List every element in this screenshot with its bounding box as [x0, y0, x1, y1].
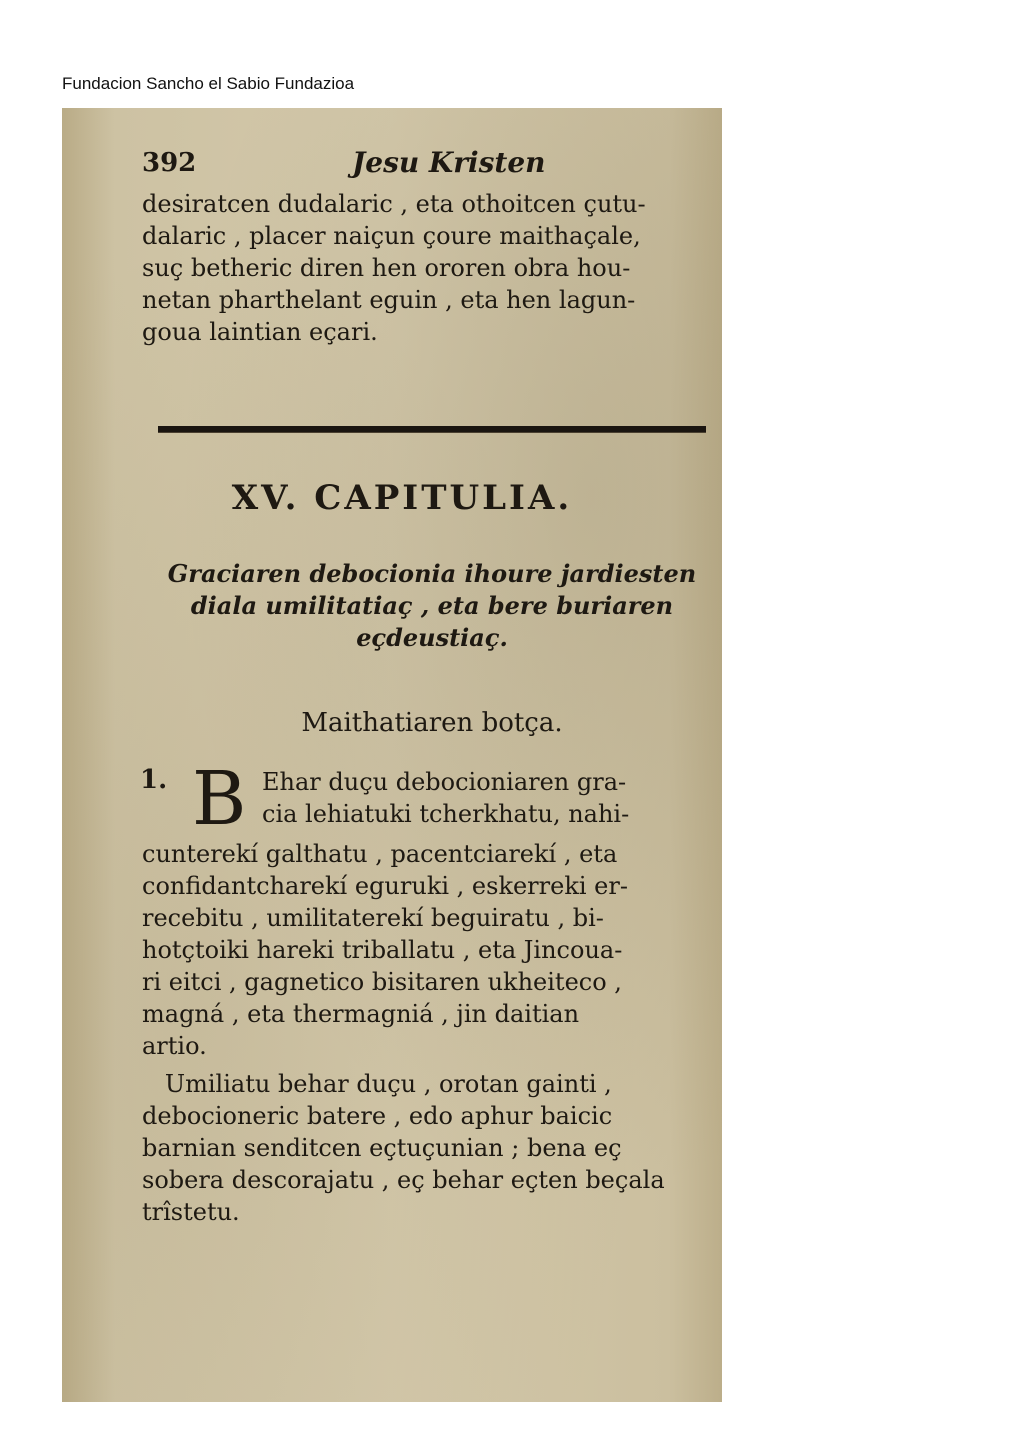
paragraph-1-body — [142, 838, 712, 1062]
text-line: Ehar duçu debocioniaren gra- — [262, 768, 627, 796]
text-line: cia lehiatuki tcherkhatu, nahi- — [262, 800, 630, 828]
archive-header: Fundacion Sancho el Sabio Fundazioa — [62, 74, 355, 93]
text-line: cunterekí galthatu , pacentciarekí , eta — [142, 840, 618, 868]
text-line: hotçtoiki hareki triballatu , eta Jincoua- — [142, 936, 623, 964]
text-line: trîstetu. — [142, 1198, 240, 1226]
summary-line: diala umilitatiaç , eta bere buriaren — [190, 591, 674, 620]
paragraph-1-opening — [262, 766, 712, 830]
paragraph-number: 1. — [140, 765, 168, 795]
summary-line: Graciaren debocionia ihoure jardiesten — [167, 559, 697, 588]
chapter-summary — [142, 558, 722, 654]
text-line: sobera descorajatu , eç behar eçten beçala — [142, 1166, 665, 1194]
scanned-book-page — [62, 108, 722, 1402]
top-paragraph — [142, 188, 712, 348]
page-number: 392 — [142, 148, 197, 178]
text-line: artio. — [142, 1032, 207, 1060]
running-title: Jesu Kristen — [352, 146, 546, 179]
text-line: magná , eta thermagniá , jin daitian — [142, 1000, 580, 1028]
text-line: goua laintian eçari. — [142, 318, 378, 346]
text-line: barnian senditcen eçtuçunian ; bena eç — [142, 1134, 622, 1162]
text-line: desiratcen dudalaric , eta othoitcen çutu- — [142, 190, 646, 218]
text-line: suç betheric diren hen ororen obra hou- — [142, 254, 631, 282]
text-line: netan pharthelant eguin , eta hen lagun- — [142, 286, 636, 314]
text-line: ri eitci , gagnetico bisitaren ukheiteco , — [142, 968, 622, 996]
section-heading: Maithatiaren botça. — [301, 708, 563, 738]
text-line: recebitu , umilitaterekí beguiratu , bi- — [142, 904, 604, 932]
text-line: debocioneric batere , edo aphur baicic — [142, 1102, 613, 1130]
text-line: Umiliatu behar duçu , orotan gainti , — [142, 1070, 612, 1098]
paragraph-2 — [142, 1068, 712, 1228]
section-divider — [158, 426, 706, 432]
chapter-heading: XV. CAPITULIA. — [231, 478, 573, 518]
text-line: confidantcharekí eguruki , eskerreki er- — [142, 872, 628, 900]
drop-cap: B — [192, 756, 247, 842]
summary-line: eçdeustiaç. — [356, 623, 508, 652]
text-line: dalaric , placer naiçun çoure maithaçale, — [142, 222, 641, 250]
